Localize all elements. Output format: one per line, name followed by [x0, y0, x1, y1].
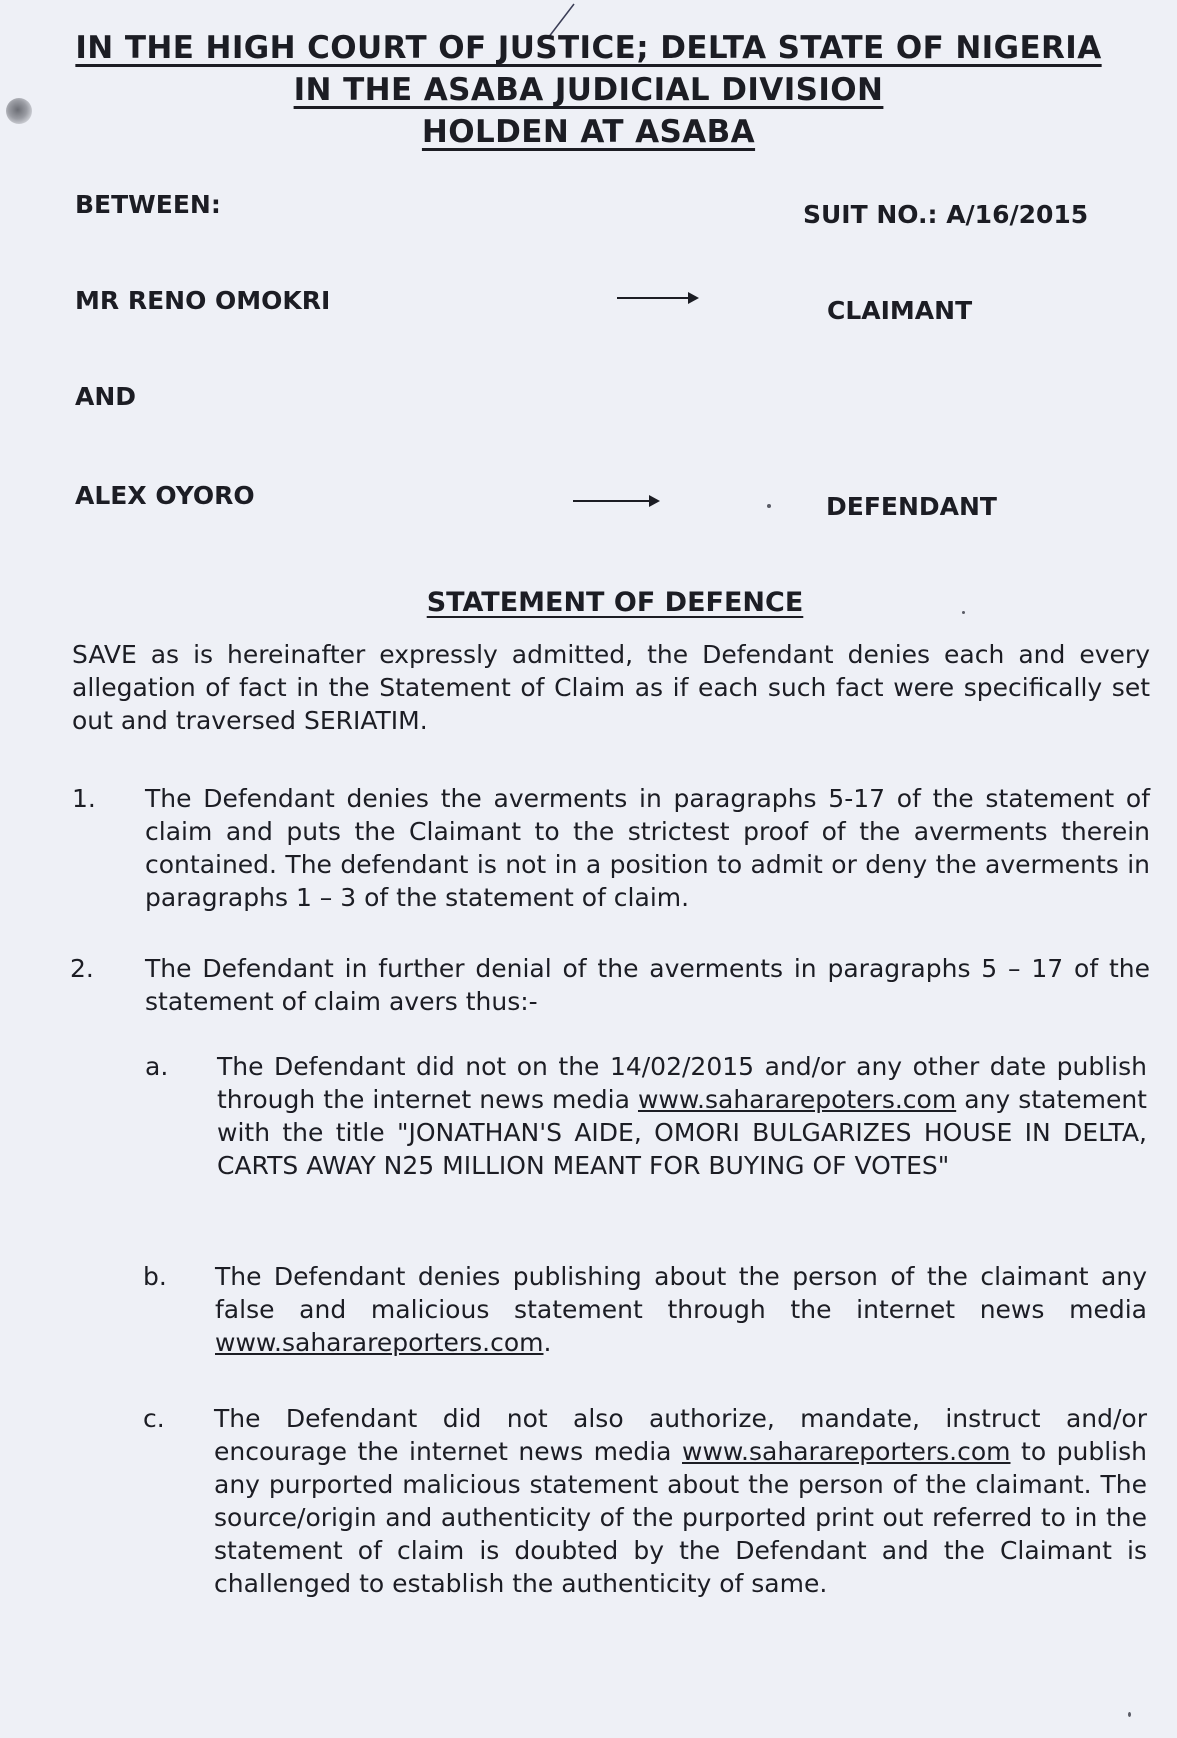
- defendant-name: ALEX OYORO: [75, 481, 255, 510]
- scan-speck: [962, 611, 965, 614]
- claimant-name: MR RENO OMOKRI: [75, 286, 331, 315]
- scan-speck: [1128, 1712, 1131, 1717]
- scan-speck: [767, 504, 771, 508]
- arrow-right-icon: [617, 297, 697, 299]
- subparagraph-c: [214, 1402, 1147, 1600]
- website-link[interactable]: www.saharareporters.com: [682, 1437, 1011, 1466]
- subparagraph-a-text-end: any statement with the title "JONATHAN'S AIDE, OMORI BULGARIZES HOUSE IN DELTA, CARTS AWAY N25 MILLION MEANT FOR BUYING OF VOTES": [217, 1085, 1147, 1180]
- paragraph-number: 1.: [72, 784, 96, 813]
- website-link[interactable]: www.saharareporters.com: [215, 1328, 544, 1357]
- defendant-role: DEFENDANT: [826, 492, 997, 521]
- between-label: BETWEEN:: [75, 190, 221, 219]
- arrow-right-icon: [573, 500, 658, 502]
- subparagraph-b-text-end: .: [543, 1328, 552, 1357]
- subparagraph-b-text: The Defendant denies publishing about the person of the claimant any false and malicious statement through the internet news media: [215, 1262, 1147, 1324]
- and-label: AND: [75, 382, 137, 411]
- subparagraph-label: b.: [143, 1262, 167, 1291]
- subparagraph-c-text: The Defendant did not also authorize, mandate, instruct and/or encourage the internet news media: [214, 1404, 1147, 1466]
- court-name: IN THE HIGH COURT OF JUSTICE; DELTA STATE OF NIGERIA: [75, 30, 1102, 66]
- holden-at: HOLDEN AT ASABA: [421, 114, 756, 150]
- paragraph-1: The Defendant denies the averments in paragraphs 5-17 of the statement of claim and puts the Claimant to the strictest proof of the averments therein contained. The defendant is not in a position to admit or deny the averments in paragraphs 1 – 3 of the statement of claim.: [145, 784, 1150, 912]
- suit-number: SUIT NO.: A/16/2015: [803, 200, 1089, 229]
- subparagraph-a-text: The Defendant did not on the 14/02/2015 and/or any other date publish through the internet news media: [217, 1052, 1147, 1114]
- paragraph-number: 2.: [70, 954, 94, 983]
- subparagraph-label: a.: [145, 1052, 169, 1081]
- paragraph-2: The Defendant in further denial of the averments in paragraphs 5 – 17 of the statement of claim avers thus:-: [145, 954, 1150, 1016]
- website-link[interactable]: www.sahararepoters.com: [637, 1085, 957, 1114]
- subparagraph-c-text-end: to publish any purported malicious statement about the person of the claimant. The source/origin and authenticity of the purported print out referred to in the statement of claim is doubted by the Defendant and the Claimant is challenged to establish the authenticity of same.: [214, 1437, 1147, 1598]
- document-title: STATEMENT OF DEFENCE: [426, 587, 804, 618]
- intro-paragraph: SAVE as is hereinafter expressly admitted, the Defendant denies each and every allegation of fact in the Statement of Claim as if each such fact were specifically set out and traversed SERIATIM.: [72, 640, 1150, 735]
- subparagraph-label: c.: [143, 1404, 165, 1433]
- subparagraph-b: [215, 1260, 1147, 1359]
- division-name: IN THE ASABA JUDICIAL DIVISION: [293, 72, 884, 108]
- subparagraph-a: [217, 1050, 1147, 1182]
- claimant-role: CLAIMANT: [827, 296, 973, 325]
